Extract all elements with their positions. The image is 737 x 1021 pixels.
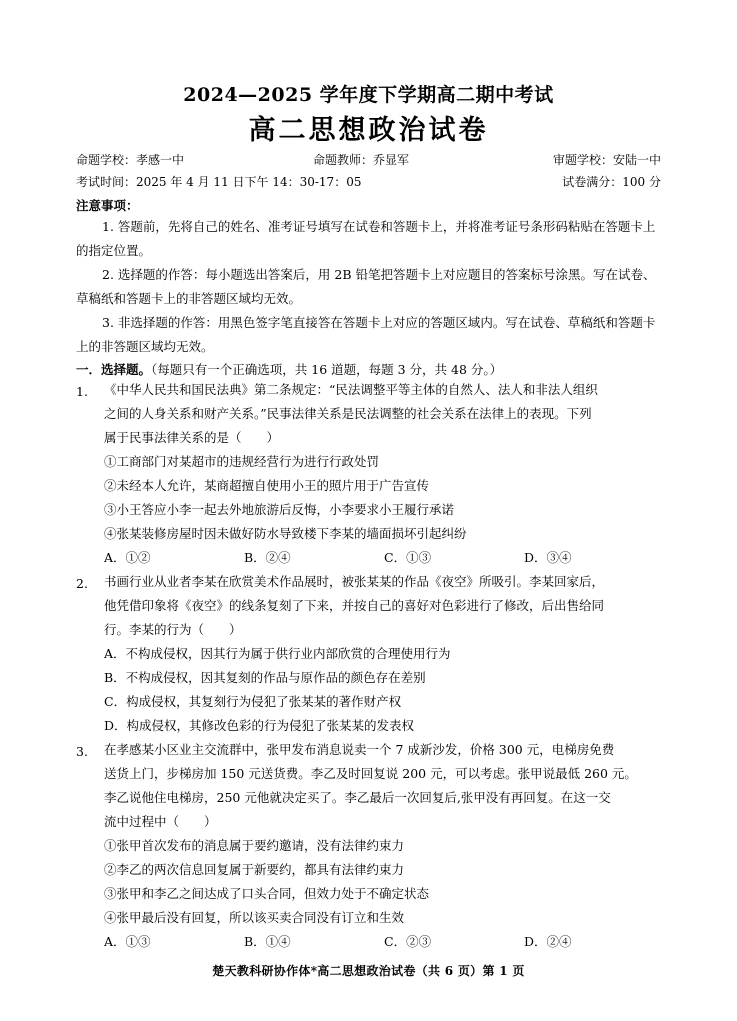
statement-item: ②未经本人允许，某商超擅自使用小王的照片用于广告宣传 — [104, 478, 430, 493]
section-desc: （每题只有一个正确选项，共 16 道题，每题 3 分，共 48 分。） — [151, 362, 503, 377]
question-number: 3. — [76, 744, 88, 759]
note-item: 2. 选择题的作答：每小题选出答案后，用 2B 铅笔把答题卡上对应题目的答案标号涂黑。写在试卷、草稿纸和答题卡上的非答题区域均无效。 — [76, 267, 656, 306]
question-stem-line: 他凭借印象将《夜空》的线条复刻了下来，并按自己的喜好对色彩进行了修改，后出售给同 — [104, 598, 605, 613]
option-a[interactable]: A．①③ — [104, 934, 151, 949]
option-b[interactable]: B．②④ — [244, 550, 291, 565]
question-stem-line: 《中华人民共和国民法典》第二条规定：“民法调整平等主体的自然人、法人和非法人组织 — [104, 382, 598, 397]
option-c[interactable]: C．构成侵权，其复刻行为侵犯了张某某的著作财产权 — [104, 694, 402, 709]
question-stem-line: 李乙说他住电梯房，250 元他就决定买了。李乙最后一次回复后,张甲没有再回复。在这一交 — [104, 790, 611, 805]
note-item: 3. 非选择题的作答：用黑色签字笔直接答在答题卡上对应的答题区域内。写在试卷、草稿纸和答题卡上的非答题区域均无效。 — [76, 315, 656, 354]
exam-subtitle: 高二思想政治试卷 — [248, 115, 489, 146]
notes-heading: 注意事项： — [76, 198, 139, 213]
page-footer: 楚天教科研协作体*高二思想政治试卷（共 6 页）第 1 页 — [212, 964, 525, 978]
option-b[interactable]: B．①④ — [244, 934, 291, 949]
setter-teacher: 命题教师：乔显军 — [313, 153, 410, 167]
question-stem-line: 之间的人身关系和财产关系。”民事法律关系是民法调整的社会关系在法律上的表现。下列 — [104, 406, 592, 421]
option-b[interactable]: B．不构成侵权，因其复刻的作品与原作品的颜色存在差别 — [104, 670, 426, 685]
option-d[interactable]: D．③④ — [524, 550, 572, 565]
exam-time: 考试时间：2025 年 4 月 11 日下午 14：30-17：05 — [76, 175, 362, 189]
section-heading — [76, 360, 502, 378]
exam-title: 2024—2025 学年度下学期高二期中考试 — [183, 84, 554, 106]
question-stem-line: 在孝感某小区业主交流群中，张甲发布消息说卖一个 7 成新沙发，价格 300 元，电梯房免费 — [104, 742, 615, 757]
setter-school: 命题学校：孝感一中 — [76, 153, 185, 167]
question-stem-line: 流中过程中（ ） — [104, 814, 217, 829]
option-a[interactable]: A．不构成侵权，因其行为属于供行业内部欣赏的合理使用行为 — [104, 646, 451, 661]
option-c[interactable]: C．②③ — [384, 934, 432, 949]
note-item: 1. 答题前，先将自己的姓名、准考证号填写在试卷和答题卡上，并将准考证号条形码粘贴在答题卡上的指定位置。 — [76, 219, 656, 258]
answer-options — [104, 546, 664, 570]
statement-item: ①张甲首次发布的消息属于要约邀请，没有法律约束力 — [104, 838, 405, 853]
statement-item: ②李乙的两次信息回复属于新要约，都具有法律约束力 — [104, 862, 405, 877]
question-number: 1. — [76, 384, 88, 399]
reviewer-school: 审题学校：安陆一中 — [552, 153, 661, 167]
option-a[interactable]: A．①② — [104, 550, 151, 565]
option-c[interactable]: C．①③ — [384, 550, 432, 565]
answer-options — [104, 930, 664, 954]
question-stem-line: 属于民事法律关系的是（ ） — [104, 430, 280, 445]
option-d[interactable]: D．②④ — [524, 934, 572, 949]
question-stem-line: 送货上门，步梯房加 150 元送货费。李乙及时回复说 200 元，可以考虑。张甲说最低 260 元。 — [104, 766, 637, 781]
question-stem-line: 行。李某的行为（ ） — [104, 622, 242, 637]
statement-item: ①工商部门对某超市的违规经营行为进行行政处罚 — [104, 454, 380, 469]
statement-item: ④张甲最后没有回复，所以该买卖合同没有订立和生效 — [104, 910, 405, 925]
option-d[interactable]: D．构成侵权，其修改色彩的行为侵犯了张某某的发表权 — [104, 718, 415, 733]
full-score: 试卷满分：100 分 — [562, 175, 661, 189]
question-number: 2. — [76, 576, 88, 591]
statement-item: ④张某装修房屋时因未做好防水导致楼下李某的墙面损坏引起纠纷 — [104, 526, 467, 541]
section-label: 一．选择题。 — [76, 362, 152, 377]
statement-item: ③张甲和李乙之间达成了口头合同，但效力处于不确定状态 — [104, 886, 430, 901]
question-stem-line: 书画行业从业者李某在欣赏美术作品展时，被张某某的作品《夜空》所吸引。李某回家后， — [104, 574, 605, 589]
statement-item: ③小王答应小李一起去外地旅游后反悔，小李要求小王履行承诺 — [104, 502, 455, 517]
